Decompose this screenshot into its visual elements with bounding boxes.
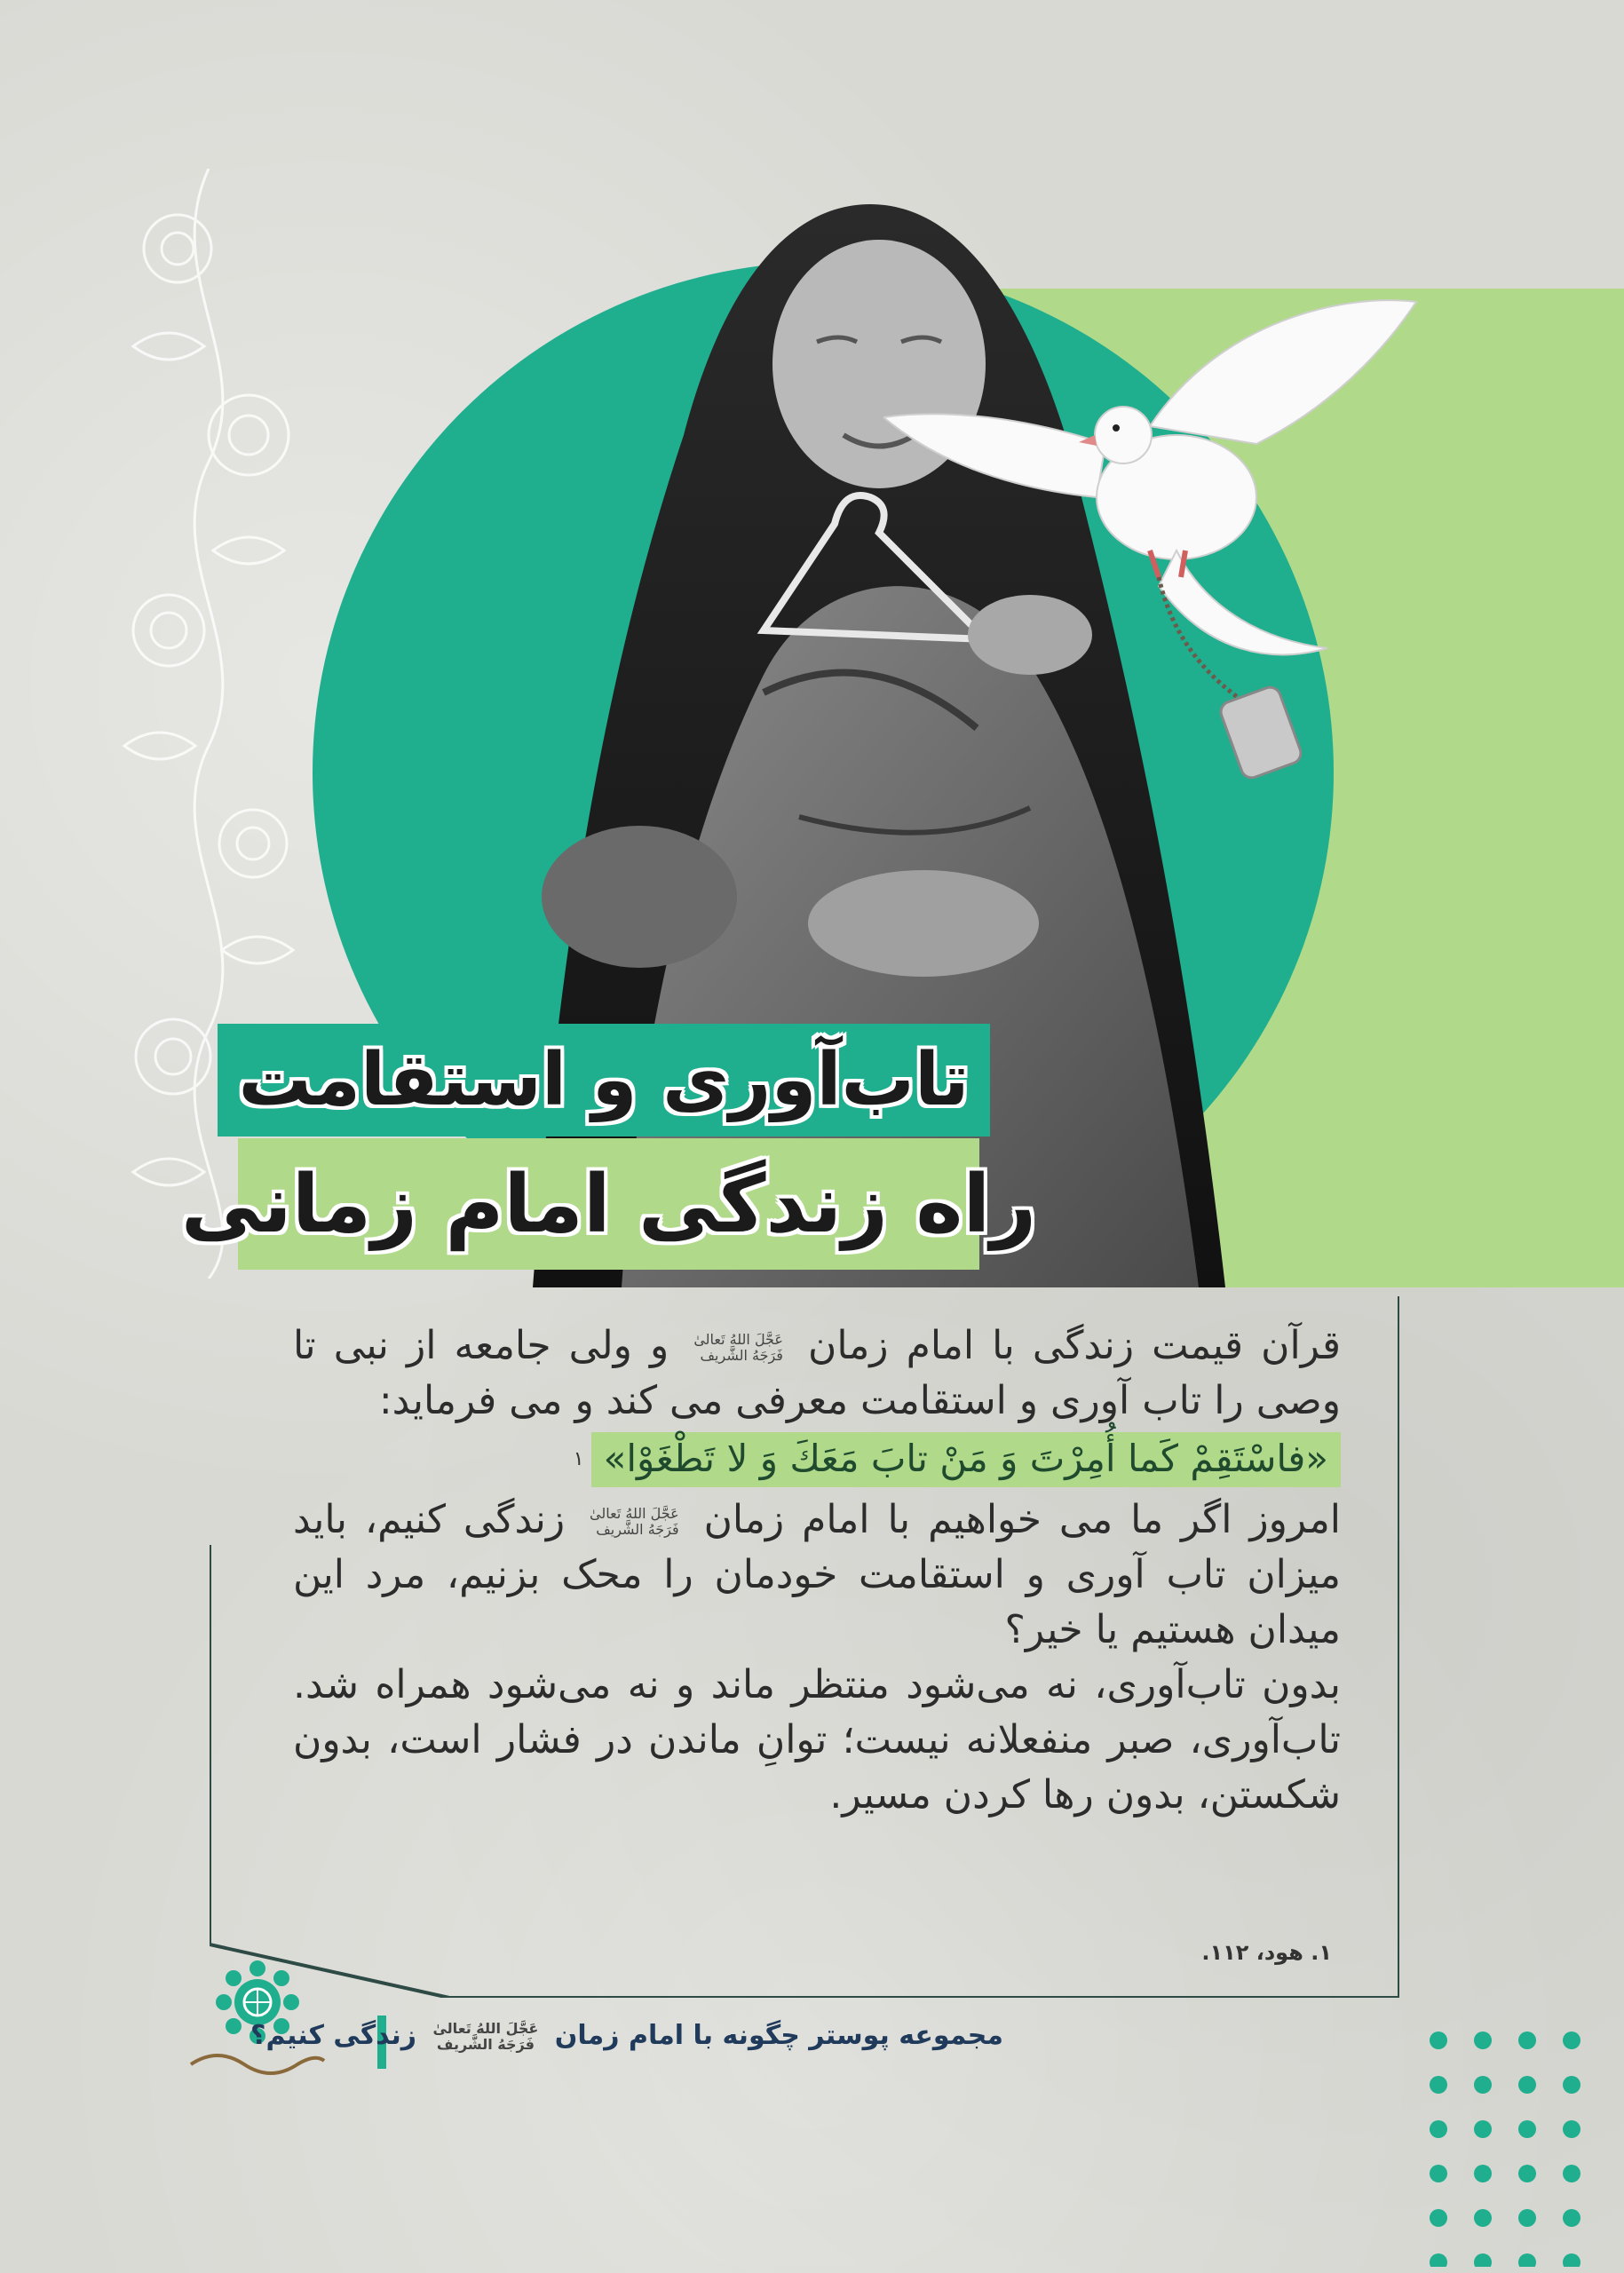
decor-dot	[1430, 2031, 1447, 2049]
footnote-marker: ۱	[573, 1448, 584, 1470]
decor-dot	[1563, 2076, 1580, 2094]
decor-dot	[1518, 2076, 1536, 2094]
decor-dot	[1430, 2165, 1447, 2182]
decor-dot	[1430, 2209, 1447, 2227]
title-line-2: راه زندگی امام زمانی	[180, 1157, 1037, 1251]
decor-dot	[1474, 2209, 1492, 2227]
decor-dot	[1474, 2031, 1492, 2049]
quote-line	[293, 1432, 1341, 1487]
decor-dot	[1563, 2209, 1580, 2227]
decor-dot	[1518, 2165, 1536, 2182]
decor-dot	[1518, 2120, 1536, 2138]
title-band-primary	[218, 1024, 990, 1136]
decor-dot	[1430, 2076, 1447, 2094]
series-caption: مجموعه پوستر چگونه با امام زمان عَجَّلَ اللهُ تَعالیٰ فَرَجَهُ الشَّریف زندگی کنیم؟	[250, 2019, 1003, 2053]
decor-dot	[1474, 2120, 1492, 2138]
blessing-emblem: عَجَّلَ اللهُ تَعالیٰ فَرَجَهُ الشَّریف	[693, 1331, 783, 1364]
paragraph-1: قرآن قیمت زندگی با امام زمان عَجَّلَ اللهُ تَعالیٰ فَرَجَهُ الشَّریف و ولی جامعه از نبی تا وصی را تاب آوری و استقامت معرفی می کند و می فرماید:	[293, 1323, 1341, 1423]
paragraph-2: امروز اگر ما می خواهیم با امام زمان عَجَّلَ اللهُ تَعالیٰ فَرَجَهُ الشَّریف زندگی کنیم، باید میزان تاب آوری و استقامت خودمان را محک بزنیم، مرد این میدان هستیم یا خیر؟	[293, 1497, 1341, 1652]
quran-quote: «فاسْتَقِمْ کَما أُمِرْتَ وَ مَنْ تابَ مَعَكَ وَ لا تَطْغَوْا»	[591, 1432, 1341, 1487]
title-line-1: تاب‌آوری و استقامت	[238, 1038, 970, 1122]
decor-dot	[1430, 2253, 1447, 2267]
decor-dot	[1474, 2076, 1492, 2094]
decor-dot	[1474, 2165, 1492, 2182]
decor-dot	[1518, 2253, 1536, 2267]
body-text	[293, 1319, 1341, 1823]
decor-dot	[1518, 2209, 1536, 2227]
dove-illustration	[883, 284, 1425, 781]
blessing-emblem: عَجَّلَ اللهُ تَعالیٰ فَرَجَهُ الشَّریف	[432, 2019, 539, 2053]
decor-dot	[1563, 2120, 1580, 2138]
title-band-secondary	[180, 1138, 1037, 1270]
dot-grid-decoration	[1425, 2027, 1585, 2267]
paragraph-3: بدون تاب‌آوری، نه می‌شود منتظر ماند و نه می‌شود همراه شد. تاب‌آوری، صبر منفعلانه نیست؛ توانِ ماندن در فشار است، بدون شکستن، بدون رها کردن مسیر.	[293, 1662, 1341, 1818]
decor-dot	[1518, 2031, 1536, 2049]
decor-dot	[1474, 2253, 1492, 2267]
decor-dot	[1563, 2253, 1580, 2267]
blessing-emblem: عَجَّلَ اللهُ تَعالیٰ فَرَجَهُ الشَّریف	[590, 1505, 679, 1538]
decor-dot	[1563, 2031, 1580, 2049]
footnote: ۱. هود، ۱۱۲.	[1201, 1940, 1332, 1965]
decor-dot	[1563, 2165, 1580, 2182]
decor-dot	[1430, 2120, 1447, 2138]
